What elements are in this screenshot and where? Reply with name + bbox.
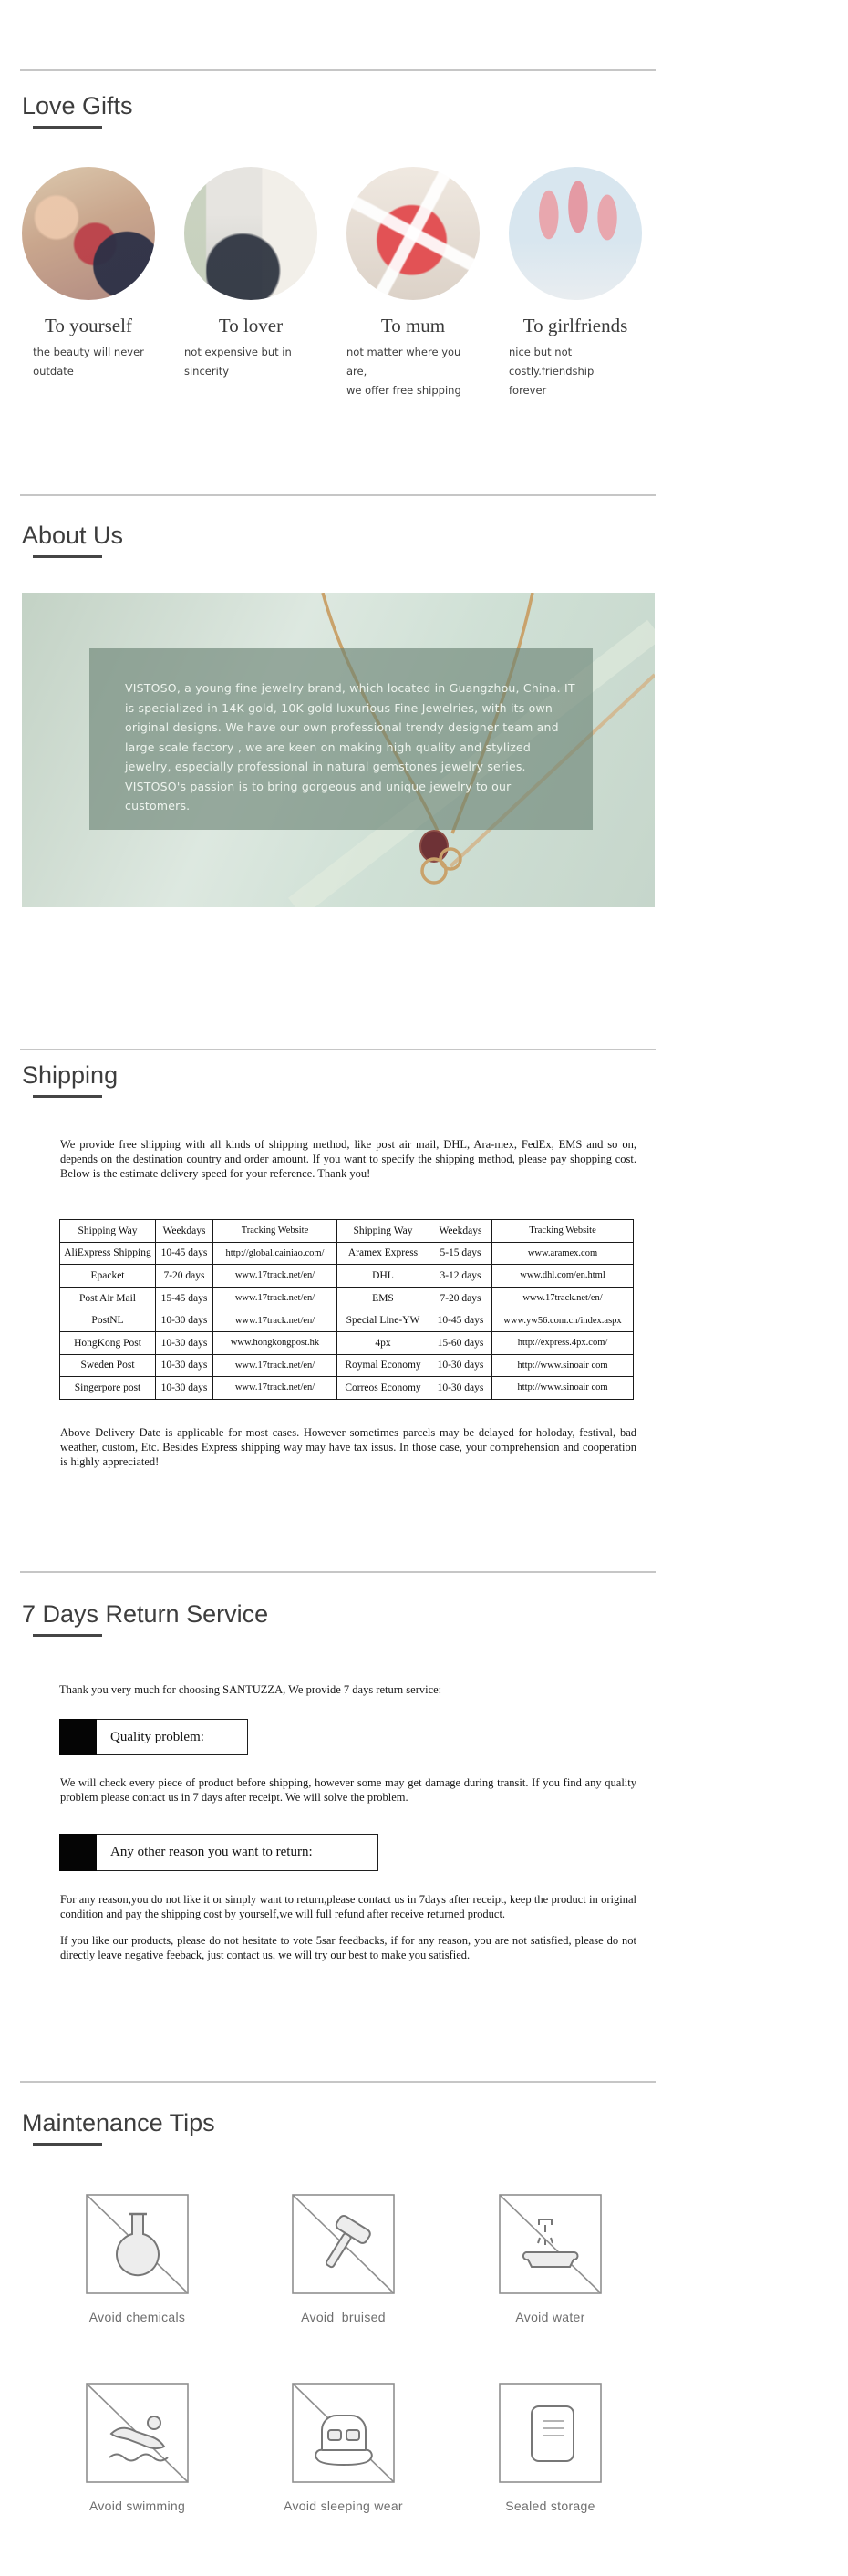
weekdays-cell: 10-45 days bbox=[429, 1309, 492, 1332]
black-marker-block bbox=[59, 1834, 97, 1871]
shipping-methods-table bbox=[59, 1219, 634, 1400]
tip-sealed-storage bbox=[447, 2383, 654, 2513]
section-divider bbox=[20, 2081, 656, 2083]
tracking-website-cell: www.aramex.com bbox=[492, 1242, 634, 1265]
feedback-paragraph: If you like our products, please do not hesitate to vote 5sar feedbacks, if for any reason, you are not satisfied, please do not directly leave negative feeback, just contact us, we will try our best to make you satisfied. bbox=[60, 1934, 636, 1961]
shipping-heading bbox=[22, 1060, 118, 1098]
section-divider bbox=[20, 494, 656, 496]
shipping-way-cell: Roymal Economy bbox=[337, 1354, 429, 1377]
hammer-crossed-icon bbox=[292, 2194, 395, 2294]
gift-ideas-row bbox=[22, 167, 655, 400]
heading-underline bbox=[33, 555, 102, 558]
heading-underline bbox=[33, 1634, 102, 1637]
tip-label: Avoid sleeping wear bbox=[284, 2498, 403, 2513]
weekdays-cell: 10-30 days bbox=[156, 1354, 213, 1377]
shipping-way-cell: EMS bbox=[337, 1287, 429, 1309]
tip-label: Avoid water bbox=[515, 2310, 585, 2324]
table-row bbox=[60, 1242, 634, 1265]
weekdays-cell: 10-30 days bbox=[429, 1377, 492, 1400]
weekdays-cell: 5-15 days bbox=[429, 1242, 492, 1265]
tip-avoid-chemicals bbox=[34, 2194, 241, 2324]
bath-crossed-icon bbox=[499, 2194, 602, 2294]
table-row bbox=[60, 1265, 634, 1288]
tip-avoid-swimming bbox=[34, 2383, 241, 2513]
maintenance-tips-heading bbox=[22, 2108, 215, 2146]
gift-desc-line: forever bbox=[509, 384, 547, 397]
table-row bbox=[60, 1309, 634, 1332]
return-service-heading bbox=[22, 1599, 268, 1637]
flask-crossed-icon bbox=[86, 2194, 189, 2294]
about-text-overlay bbox=[89, 648, 593, 830]
gift-item-mum bbox=[346, 167, 480, 400]
shipping-way-cell: Special Line-YW bbox=[337, 1309, 429, 1332]
gift-desc-line: not matter where you are, bbox=[346, 346, 461, 378]
tip-label: Avoid chemicals bbox=[88, 2310, 186, 2324]
section-title: Maintenance Tips bbox=[22, 2109, 215, 2136]
shipping-way-cell: 4px bbox=[337, 1331, 429, 1354]
tracking-website-cell: http://www.sinoair com bbox=[492, 1377, 634, 1400]
table-row bbox=[60, 1287, 634, 1309]
gift-title: To mum bbox=[380, 315, 446, 336]
shipping-way-cell: Sweden Post bbox=[60, 1354, 156, 1377]
tip-label: Avoid swimming bbox=[88, 2498, 186, 2513]
col-header: Tracking Website bbox=[492, 1220, 634, 1243]
gift-photo-couple bbox=[184, 167, 317, 300]
col-header: Weekdays bbox=[156, 1220, 213, 1243]
shipping-intro-paragraph: We provide free shipping with all kinds of shipping method, like post air mail, DHL, Ara-mex, FedEx, EMS and so on, depends on the destination country and order amount. If you want to specify the shipping method, please pay shopping cost. Below is the estimate delivery speed for your reference. Thank you! bbox=[60, 1138, 636, 1180]
weekdays-cell: 15-60 days bbox=[429, 1331, 492, 1354]
gift-desc-line: outdate bbox=[33, 365, 74, 378]
black-marker-block bbox=[59, 1719, 97, 1755]
return-box-label: Quality problem: bbox=[110, 1729, 204, 1744]
about-paragraph: VISTOSO, a young fine jewelry brand, which located in Guangzhou, China. IT is specialized in 14K gold, 10K gold luxurious Fine Jewelries, with its own original designs. We have our own professional trendy designer team and large scale factory , we are keen on making high quality and stylized jewelry, especially professional in natural gemstones jewelry series. bbox=[125, 681, 575, 773]
tracking-website-cell: www.dhl.com/en.html bbox=[492, 1265, 634, 1288]
quality-problem-box bbox=[59, 1719, 248, 1755]
table-row bbox=[60, 1354, 634, 1377]
weekdays-cell: 10-45 days bbox=[156, 1242, 213, 1265]
shipping-note-paragraph: Above Delivery Date is applicable for most cases. However sometimes parcels may be delayed for holoday, festival, bad weather, custom, Etc. Besides Express shipping way may have tax issus. In those case, your comprehension and cooperation is highly appreciated! bbox=[60, 1426, 636, 1468]
tracking-website-cell: www.yw56.com.cn/index.aspx bbox=[492, 1309, 634, 1332]
weekdays-cell: 15-45 days bbox=[156, 1287, 213, 1309]
gift-photo-shopping bbox=[22, 167, 155, 300]
weekdays-cell: 7-20 days bbox=[429, 1287, 492, 1309]
about-us-heading bbox=[22, 521, 123, 558]
table-header-row bbox=[60, 1220, 634, 1243]
shipping-way-cell: Correos Economy bbox=[337, 1377, 429, 1400]
weekdays-cell: 10-30 days bbox=[156, 1377, 213, 1400]
tracking-website-cell: http://www.sinoair com bbox=[492, 1354, 634, 1377]
gift-desc-line: we offer free shipping bbox=[346, 384, 461, 397]
col-header: Tracking Website bbox=[213, 1220, 337, 1243]
shipping-way-cell: Post Air Mail bbox=[60, 1287, 156, 1309]
shipping-way-cell: AliExpress Shipping bbox=[60, 1242, 156, 1265]
gift-desc-line: not expensive but in sincerity bbox=[184, 346, 292, 378]
section-title: About Us bbox=[22, 522, 124, 549]
scroll-icon bbox=[499, 2383, 602, 2483]
gift-title: To girlfriends bbox=[522, 315, 628, 336]
tip-avoid-sleeping-wear bbox=[240, 2383, 447, 2513]
col-header: Shipping Way bbox=[60, 1220, 156, 1243]
about-brand-banner bbox=[22, 593, 655, 907]
section-title: Love Gifts bbox=[22, 92, 133, 119]
tracking-website-cell: http://global.cainiao.com/ bbox=[213, 1242, 337, 1265]
gift-desc-line: nice but not costly.friendship bbox=[509, 346, 595, 378]
tracking-website-cell: www.17track.net/en/ bbox=[213, 1265, 337, 1288]
return-box-label: Any other reason you want to return: bbox=[110, 1845, 313, 1859]
section-divider bbox=[20, 69, 656, 71]
gift-desc-line: the beauty will never bbox=[33, 346, 144, 358]
weekdays-cell: 10-30 days bbox=[156, 1309, 213, 1332]
tracking-website-cell: http://express.4px.com/ bbox=[492, 1331, 634, 1354]
tracking-website-cell: www.17track.net/en/ bbox=[213, 1287, 337, 1309]
gift-item-lover bbox=[184, 167, 317, 400]
about-paragraph: VISTOSO's passion is to bring gorgeous and unique jewelry to our customers. bbox=[125, 779, 512, 812]
other-reason-paragraph: For any reason,you do not like it or simply want to return,please contact us in 7days after receipt, keep the product in original condition and pay the shipping cost by yourself,we will full refund after receive returned product. bbox=[60, 1893, 636, 1920]
weekdays-cell: 7-20 days bbox=[156, 1265, 213, 1288]
shipping-way-cell: Epacket bbox=[60, 1265, 156, 1288]
weekdays-cell: 3-12 days bbox=[429, 1265, 492, 1288]
tracking-website-cell: www.17track.net/en/ bbox=[213, 1354, 337, 1377]
tracking-website-cell: www.17track.net/en/ bbox=[213, 1377, 337, 1400]
heading-underline bbox=[33, 1095, 102, 1098]
section-divider bbox=[20, 1049, 656, 1050]
col-header: Shipping Way bbox=[337, 1220, 429, 1243]
shipping-way-cell: HongKong Post bbox=[60, 1331, 156, 1354]
gift-photo-girlfriends bbox=[509, 167, 642, 300]
bed-crossed-icon bbox=[292, 2383, 395, 2483]
weekdays-cell: 10-30 days bbox=[156, 1331, 213, 1354]
gift-title: To lover bbox=[218, 315, 284, 336]
table-row bbox=[60, 1331, 634, 1354]
heading-underline bbox=[33, 126, 102, 129]
gift-photo-giftbox bbox=[346, 167, 480, 300]
gift-title: To yourself bbox=[45, 315, 132, 336]
gift-item-yourself bbox=[22, 167, 155, 400]
table-row bbox=[60, 1377, 634, 1400]
shipping-way-cell: DHL bbox=[337, 1265, 429, 1288]
swimmer-crossed-icon bbox=[86, 2383, 189, 2483]
tracking-website-cell: www.hongkongpost.hk bbox=[213, 1331, 337, 1354]
tip-label: Sealed storage bbox=[505, 2498, 595, 2513]
weekdays-cell: 10-30 days bbox=[429, 1354, 492, 1377]
tip-avoid-bruised bbox=[240, 2194, 447, 2324]
return-intro-line: Thank you very much for choosing SANTUZZA, We provide 7 days return service: bbox=[59, 1683, 442, 1696]
shipping-way-cell: Aramex Express bbox=[337, 1242, 429, 1265]
tip-label: Avoid bruised bbox=[301, 2310, 386, 2324]
shipping-way-cell: Singerpore post bbox=[60, 1377, 156, 1400]
tracking-website-cell: www.17track.net/en/ bbox=[492, 1287, 634, 1309]
quality-problem-paragraph: We will check every piece of product before shipping, however some may get damage during transit. If you find any quality problem please contact us in 7 days after receipt. We will solve the problem. bbox=[60, 1776, 636, 1804]
col-header: Weekdays bbox=[429, 1220, 492, 1243]
other-reason-box bbox=[59, 1834, 378, 1871]
tracking-website-cell: www.17track.net/en/ bbox=[213, 1309, 337, 1332]
tip-avoid-water bbox=[447, 2194, 654, 2324]
section-title: 7 Days Return Service bbox=[22, 1600, 269, 1628]
love-gifts-heading bbox=[22, 91, 133, 129]
section-divider bbox=[20, 1571, 656, 1573]
heading-underline bbox=[33, 2143, 102, 2146]
gift-item-girlfriends bbox=[509, 167, 642, 400]
shipping-way-cell: PostNL bbox=[60, 1309, 156, 1332]
section-title: Shipping bbox=[22, 1061, 119, 1089]
